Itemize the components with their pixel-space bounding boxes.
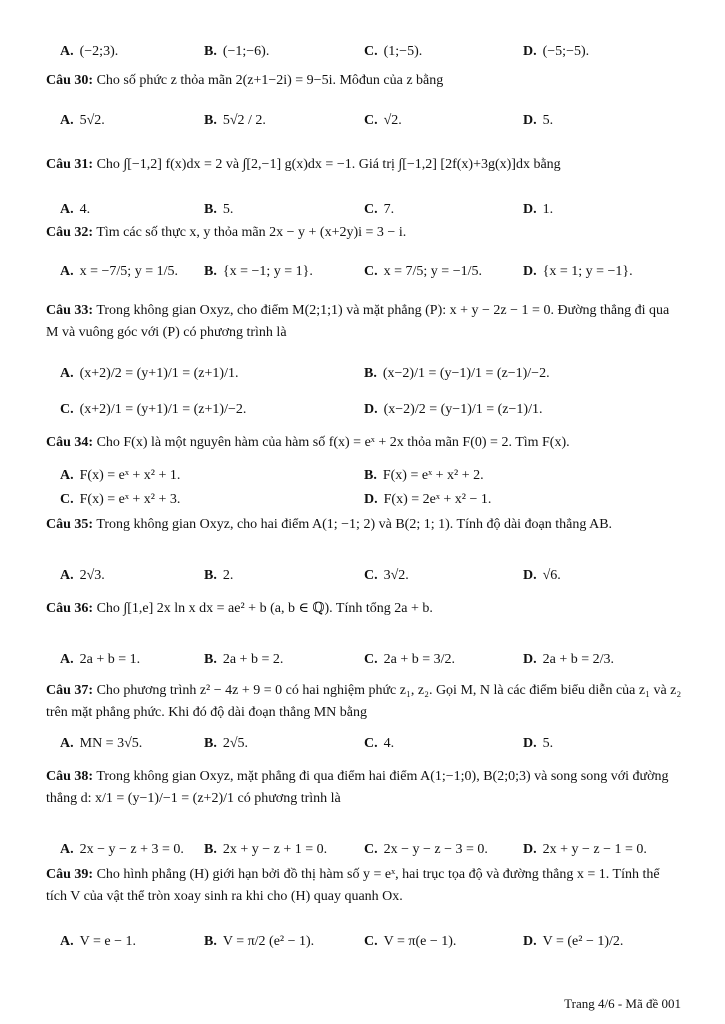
q29-option-c: (1;−5). [383,44,423,59]
q29-option-d: (−5;−5). [542,44,590,59]
question-35 [46,514,682,536]
q29-option-b: (−1;−6). [222,44,270,59]
q32-option-a: x = −7/5; y = 1/5. [79,264,178,279]
q34-option-b: F(x) = eˣ + x² + 2. [382,468,484,483]
question-label: Câu 37: [46,683,94,698]
q39-option-d: V = (e² − 1)/2. [542,934,624,949]
q32-option-b: {x = −1; y = 1}. [222,264,313,279]
q35-option-d: √6. [542,568,561,583]
q31-option-c: 7. [383,202,395,217]
q33-option-c: (x+2)/1 = (y+1)/1 = (z+1)/−2. [79,402,247,417]
q38-option-b: 2x + y − z + 1 = 0. [222,842,328,857]
q36-option-c: 2a + b = 3/2. [383,652,456,667]
q37-option-d: 5. [542,736,554,751]
q36-option-a: 2a + b = 1. [79,652,141,667]
question-30 [46,72,443,90]
question-label: Câu 32: [46,225,94,240]
q33-option-d: (x−2)/2 = (y−1)/1 = (z−1)/1. [383,402,543,417]
question-text: Trong không gian Oxyz, mặt phẳng đi qua điểm hai điểm A(1;−1;0), B(2;0;3) và song song với đường thẳng d: x/1 = (y−1)/−1 = (z+2)/1 có phương trình là [46,769,669,806]
q38-option-d: 2x + y − z − 1 = 0. [542,842,647,857]
question-label: Câu 31: [46,157,94,172]
question-text: Cho hình phẳng (H) giới hạn bởi đồ thị hàm số y = eˣ, hai trục tọa độ và đường thẳng x = 1. Tính thể tích V của vật thể tròn xoay sinh ra khi cho (H) quay quanh Ox. [46,867,660,904]
question-33 [46,300,682,343]
question-label: Câu 30: [46,73,94,88]
question-label: Câu 36: [46,601,94,616]
q33-option-a: (x+2)/2 = (y+1)/1 = (z+1)/1. [79,366,239,381]
question-text: Trong không gian Oxyz, cho hai điểm A(1; −1; 2) và B(2; 1; 1). Tính độ dài đoạn thẳng AB. [96,517,613,532]
q34-option-c: F(x) = eˣ + x² + 3. [79,492,181,507]
q33-option-b: (x−2)/1 = (y−1)/1 = (z−1)/−2. [382,366,550,381]
q36-option-b: 2a + b = 2. [222,652,284,667]
question-label: Câu 35: [46,517,94,532]
question-text: Cho phương trình z² − 4z + 9 = 0 có hai nghiệm phức z₁, z₂. Gọi M, N là các điểm biểu diễn của z₁ và z₂ trên mặt phẳng phức. Khi đó độ dài đoạn thẳng MN bằng [46,683,682,720]
q34-option-d: F(x) = 2eˣ + x² − 1. [383,492,492,507]
question-37 [46,680,682,723]
question-label: Câu 38: [46,769,94,784]
q39-option-b: V = π/2 (e² − 1). [222,934,315,949]
q31-option-a: 4. [79,202,91,217]
q38-option-c: 2x − y − z − 3 = 0. [383,842,488,857]
page-footer: Trang 4/6 - Mã đề 001 [564,996,681,1011]
q29-option-a: (−2;3). [79,44,119,59]
question-38 [46,766,682,809]
question-text: Tìm các số thực x, y thỏa mãn 2x − y + (x+2y)i = 3 − i. [96,225,407,240]
q31-option-b: 5. [222,202,234,217]
question-label: Câu 34: [46,435,94,450]
q38-option-a: 2x − y − z + 3 = 0. [79,842,184,857]
q39-option-a: V = e − 1. [79,934,136,949]
question-text: Trong không gian Oxyz, cho điểm M(2;1;1) và mặt phẳng (P): x + y − 2z − 1 = 0. Đường thẳng đi qua M và vuông góc với (P) có phương trình là [46,303,670,340]
q30-option-c: √2. [383,113,402,128]
question-text: Cho số phức z thỏa mãn 2(z+1−2i) = 9−5i. Môđun của z bằng [96,73,444,88]
q35-option-b: 2. [222,568,234,583]
q32-option-d: {x = 1; y = −1}. [542,264,633,279]
question-text: Cho F(x) là một nguyên hàm của hàm số f(x) = eˣ + 2x thỏa mãn F(0) = 2. Tìm F(x). [96,435,570,450]
q37-option-b: 2√5. [222,736,249,751]
q32-option-c: x = 7/5; y = −1/5. [383,264,482,279]
question-39 [46,864,682,907]
q34-option-a: F(x) = eˣ + x² + 1. [79,468,181,483]
q35-option-a: 2√3. [79,568,105,583]
question-36 [46,600,433,618]
q39-option-c: V = π(e − 1). [383,934,457,949]
q30-option-d: 5. [542,113,554,128]
question-label: Câu 33: [46,303,94,318]
question-31 [46,156,561,174]
q31-option-d: 1. [542,202,554,217]
q37-option-c: 4. [383,736,395,751]
question-label: Câu 39: [46,867,94,882]
question-34 [46,434,570,452]
q35-option-c: 3√2. [383,568,409,583]
q30-option-b: 5√2 / 2. [222,113,266,128]
question-text: Cho ∫[1,e] 2x ln x dx = ae² + b (a, b ∈ ℚ). Tính tổng 2a + b. [96,601,433,616]
question-32 [46,224,406,242]
q36-option-d: 2a + b = 2/3. [542,652,615,667]
q30-option-a: 5√2. [79,113,105,128]
question-text: Cho ∫[−1,2] f(x)dx = 2 và ∫[2,−1] g(x)dx = −1. Giá trị ∫[−1,2] [2f(x)+3g(x)]dx bằng [96,157,561,172]
q37-option-a: MN = 3√5. [79,736,143,751]
